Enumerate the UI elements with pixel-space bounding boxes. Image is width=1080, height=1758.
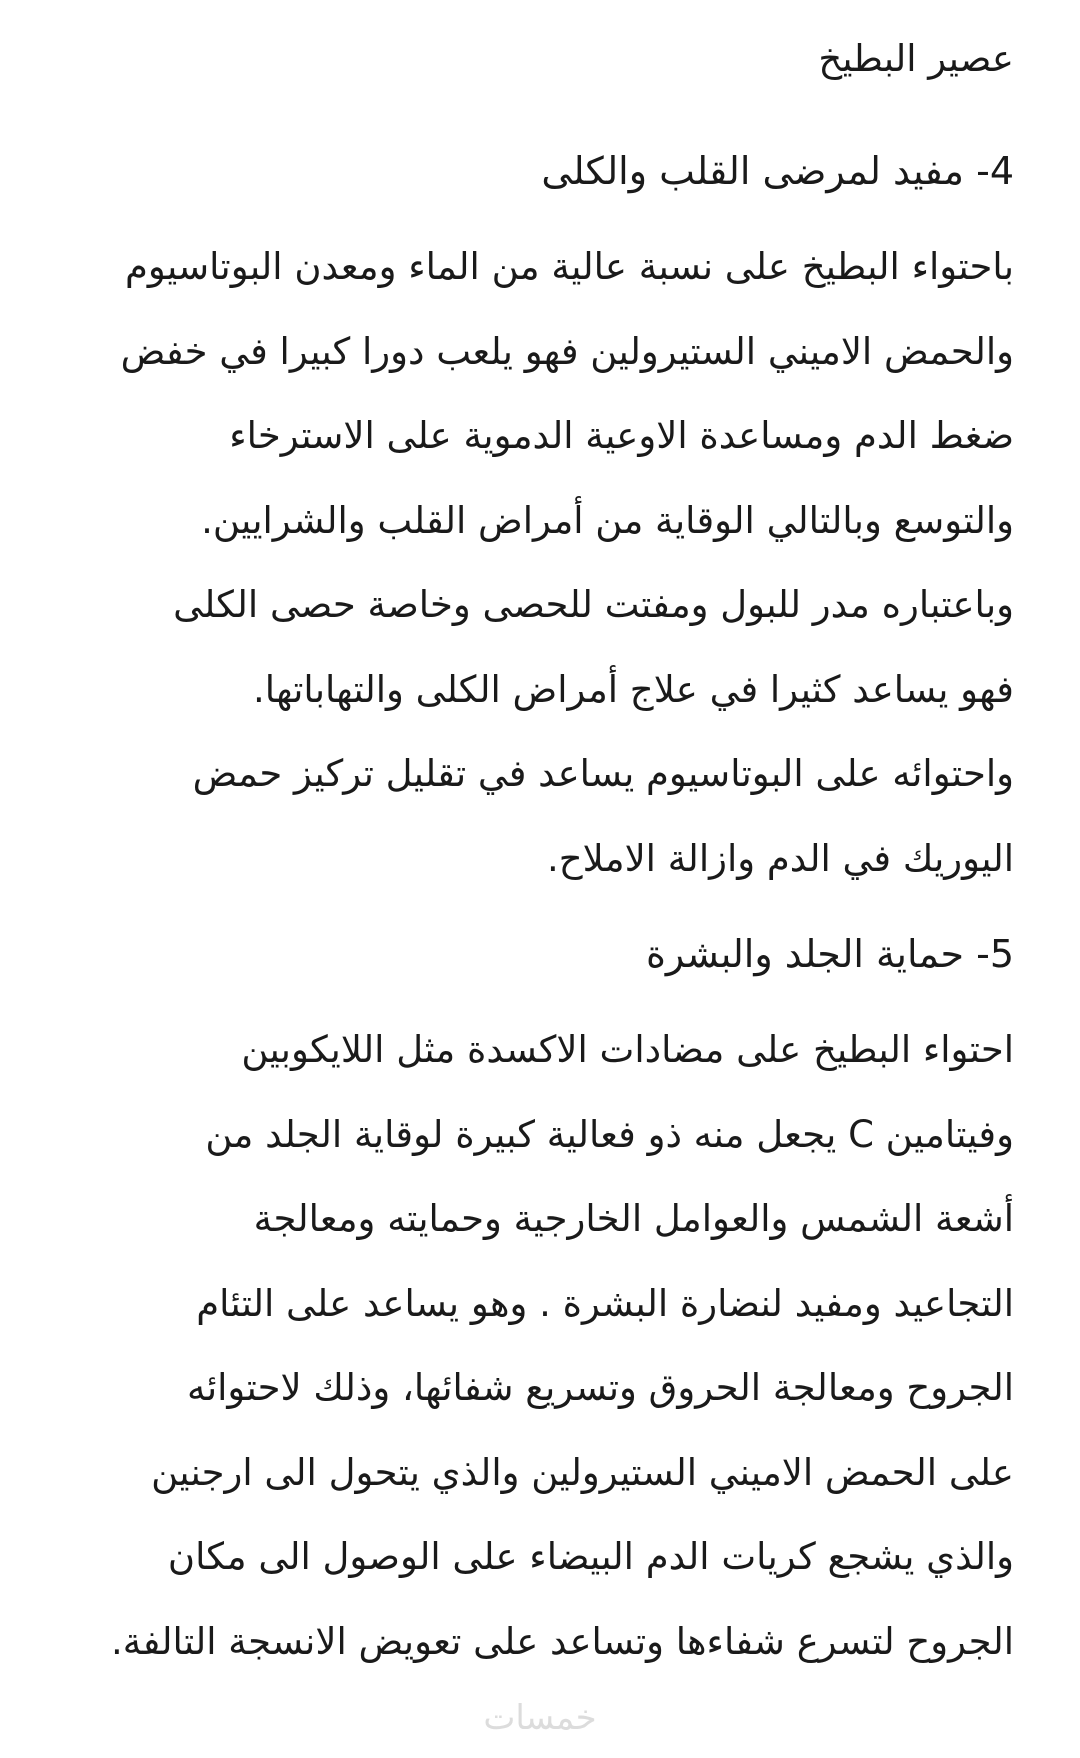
section-4-line: فهو يساعد كثيرا في علاج أمراض الكلى والتهاباتها. bbox=[253, 667, 1014, 711]
section-5-line: الجروح لتسرع شفاءها وتساعد على تعويض الانسجة التالفة. bbox=[110, 1619, 1014, 1663]
section-5-line: احتواء البطيخ على مضادات الاكسدة مثل اللايكوبين bbox=[241, 1028, 1014, 1071]
section-4-line: والحمض الاميني الستيرولين فهو يلعب دورا كبيرا في خفض bbox=[120, 329, 1014, 373]
section-5-line: الجروح ومعالجة الحروق وتسريع شفائها، وذلك لاحتوائه bbox=[186, 1366, 1014, 1409]
section-5-line: التجاعيد ومفيد لنضارة البشرة . وهو يساعد على التئام bbox=[196, 1281, 1014, 1325]
section-5-line: وفيتامين C يجعل منه ذو فعالية كبيرة لوقاية الجلد من bbox=[205, 1112, 1014, 1156]
section-4-line: والتوسع وبالتالي الوقاية من أمراض القلب والشرايين. bbox=[201, 498, 1014, 542]
section-5-heading: 5- حماية الجلد والبشرة bbox=[645, 932, 1014, 976]
section-4-heading: 4- مفيد لمرضى القلب والكلى bbox=[541, 149, 1014, 193]
watermark-logo: خمسات bbox=[483, 1698, 597, 1738]
section-5-line: والذي يشجع كريات الدم البيضاء على الوصول الى مكان bbox=[167, 1535, 1014, 1578]
section-4-line: باحتواء البطيخ على نسبة عالية من الماء ومعدن البوتاسيوم bbox=[124, 245, 1014, 288]
article-body bbox=[54, 0, 1014, 1684]
section-5-line: أشعة الشمس والعوامل الخارجية وحمايته ومعالجة bbox=[253, 1197, 1014, 1240]
section-4-line: واحتوائه على البوتاسيوم يساعد في تقليل تركيز حمض bbox=[192, 752, 1014, 795]
section-5-line: على الحمض الاميني الستيرولين والذي يتحول الى ارجنين bbox=[151, 1450, 1014, 1494]
section-4-line: وباعتباره مدر للبول ومفتت للحصى وخاصة حصى الكلى bbox=[173, 583, 1014, 626]
section-4-line: ضغط الدم ومساعدة الاوعية الدموية على الاسترخاء bbox=[229, 414, 1014, 457]
section-4-line: اليوريك في الدم وازالة الاملاح. bbox=[547, 836, 1014, 880]
intro-line: عصير البطيخ bbox=[818, 37, 1014, 80]
